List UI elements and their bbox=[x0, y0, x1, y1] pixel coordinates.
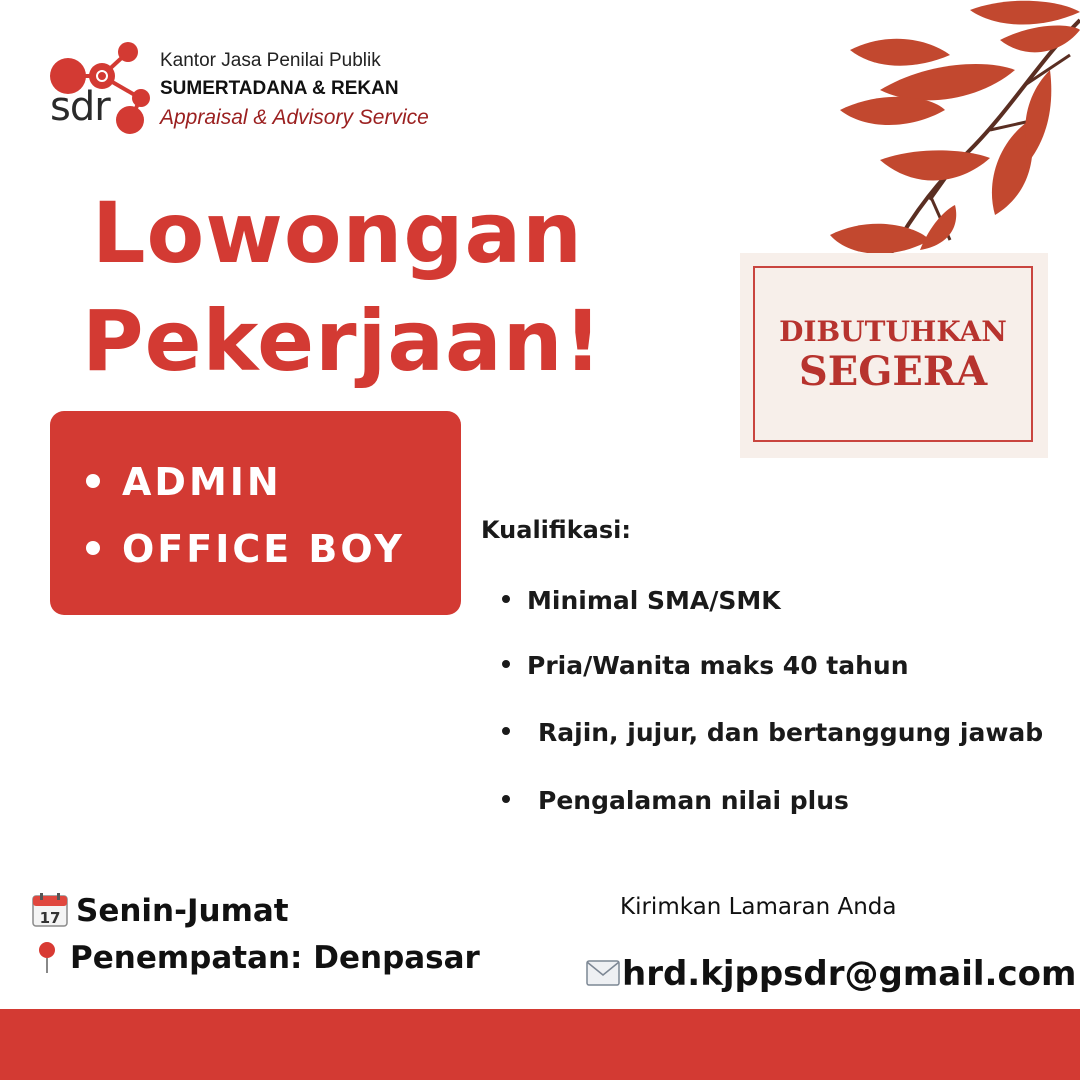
qualification-item bbox=[502, 651, 909, 680]
qualification-text: Pria/Wanita maks 40 tahun bbox=[527, 651, 909, 680]
company-tagline: Appraisal & Advisory Service bbox=[160, 106, 429, 129]
footer-band bbox=[0, 1009, 1080, 1080]
bullet-icon bbox=[86, 474, 100, 488]
company-type: Kantor Jasa Penilai Publik bbox=[160, 50, 381, 71]
schedule-row bbox=[32, 893, 289, 930]
qualification-item bbox=[502, 586, 781, 615]
bullet-icon bbox=[502, 595, 510, 603]
urgent-text-2: SEGERA bbox=[798, 348, 988, 395]
urgent-text-1: DIBUTUHKAN bbox=[779, 315, 1007, 348]
location-text: Penempatan: Denpasar bbox=[70, 940, 480, 976]
bullet-icon bbox=[502, 660, 510, 668]
envelope-icon bbox=[586, 960, 620, 986]
svg-text:17: 17 bbox=[39, 908, 61, 927]
position-item bbox=[86, 527, 405, 571]
bullet-icon bbox=[502, 727, 510, 735]
position-label: OFFICE BOY bbox=[122, 527, 405, 571]
location-row bbox=[32, 940, 480, 977]
contact-label: Kirimkan Lamaran Anda bbox=[620, 894, 897, 920]
bullet-icon bbox=[86, 541, 100, 555]
qualification-text: Pengalaman nilai plus bbox=[538, 786, 849, 815]
position-label: ADMIN bbox=[122, 460, 282, 504]
bullet-icon bbox=[502, 795, 510, 803]
company-name: SUMERTADANA & REKAN bbox=[160, 78, 399, 99]
qualification-text: Rajin, jujur, dan bertanggung jawab bbox=[538, 718, 1044, 747]
position-item bbox=[86, 460, 282, 504]
qualifications-heading: Kualifikasi: bbox=[481, 516, 631, 544]
pin-icon bbox=[32, 940, 62, 974]
headline-line-1: Lowongan bbox=[92, 184, 583, 282]
qualification-item bbox=[502, 718, 1043, 747]
schedule-text: Senin-Jumat bbox=[76, 893, 289, 929]
branch-leaves-decoration bbox=[820, 0, 1080, 260]
qualification-text: Minimal SMA/SMK bbox=[527, 586, 781, 615]
positions-panel bbox=[50, 411, 461, 615]
calendar-icon bbox=[32, 893, 68, 927]
qualification-item bbox=[502, 786, 849, 815]
headline-line-2: Pekerjaan! bbox=[82, 292, 603, 390]
contact-email bbox=[586, 954, 1076, 994]
email-text[interactable]: hrd.kjppsdr@gmail.com bbox=[622, 954, 1077, 994]
logo-wordmark: sdr bbox=[50, 84, 110, 130]
